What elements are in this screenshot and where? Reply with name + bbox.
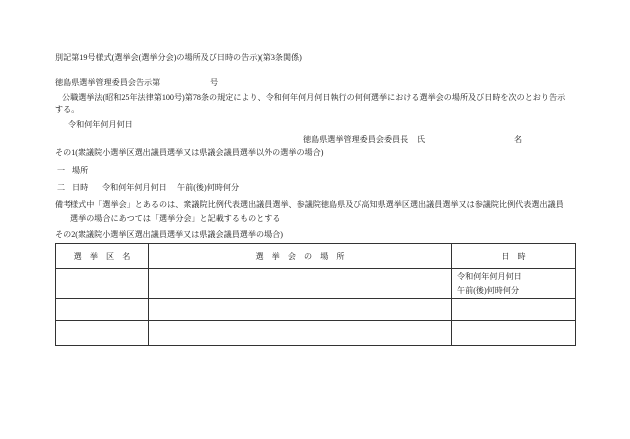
signature-name-left: 氏 [417, 135, 426, 144]
notice-number-suffix: 号 [210, 78, 219, 87]
header-venue-location: 選 挙 会 の 場 所 [149, 244, 452, 269]
item-2-label: 日時 [72, 183, 89, 192]
cell-venue-location [149, 299, 452, 321]
signature-name-right: 名 [514, 135, 523, 144]
item-1-label: 場所 [72, 166, 89, 175]
cell-time: 午前(後)何時何分 [457, 286, 520, 295]
cell-datetime [452, 321, 576, 346]
cell-venue-location [149, 269, 452, 299]
cell-datetime [452, 299, 576, 321]
form-title: 別記第19号様式(選挙会(選挙分会)の場所及び日時の告示)(第3条関係) [55, 53, 302, 62]
section1-heading: その1(衆議院小選挙区選出議員選挙又は県議会議員選挙以外の選挙の場合) [55, 148, 324, 157]
notice-number-prefix: 徳島県選挙管理委員会告示第 [55, 78, 161, 87]
item-2-number: 二 [57, 183, 66, 192]
table-row [56, 299, 576, 321]
remarks-line-1: 様式中「選挙会」とあるのは、衆議院比例代表選出議員選挙、参議院徳島県及び高知県選挙区選出議員選挙又は参議院比例代表選出議員 [70, 200, 564, 209]
notice-date: 令和何年何月何日 [68, 120, 133, 129]
table-row [56, 269, 576, 299]
body-line-1: 公職選挙法(昭和25年法律第100号)第78条の規定により、令和何年何月何日執行の何何選挙における選挙会の場所及び日時を次のとおり告示 [62, 93, 566, 102]
remarks-line-2: 選挙の場合にあつては「選挙分会」と記載するものとする [70, 214, 281, 223]
cell-date: 令和何年何月何日 [457, 272, 522, 281]
cell-district-name [56, 299, 149, 321]
cell-datetime [452, 269, 576, 299]
header-datetime: 日 時 [452, 244, 576, 269]
table-row [56, 321, 576, 346]
header-district-name: 選 挙 区 名 [56, 244, 149, 269]
item-1-number: 一 [57, 166, 66, 175]
cell-venue-location [149, 321, 452, 346]
table-header-row [56, 244, 576, 269]
signature-title: 徳島県選挙管理委員会委員長 [303, 135, 409, 144]
venue-table [55, 243, 576, 346]
cell-district-name [56, 321, 149, 346]
section2-heading: その2(衆議院小選挙区選出議員選挙又は県議会議員選挙の場合) [55, 230, 283, 239]
cell-district-name [56, 269, 149, 299]
item-2-date: 令和何年何月何日 [102, 183, 167, 192]
body-line-2: する。 [55, 105, 80, 114]
item-2-time: 午前(後)何時何分 [177, 183, 240, 192]
remarks-label: 備考 [55, 200, 72, 209]
